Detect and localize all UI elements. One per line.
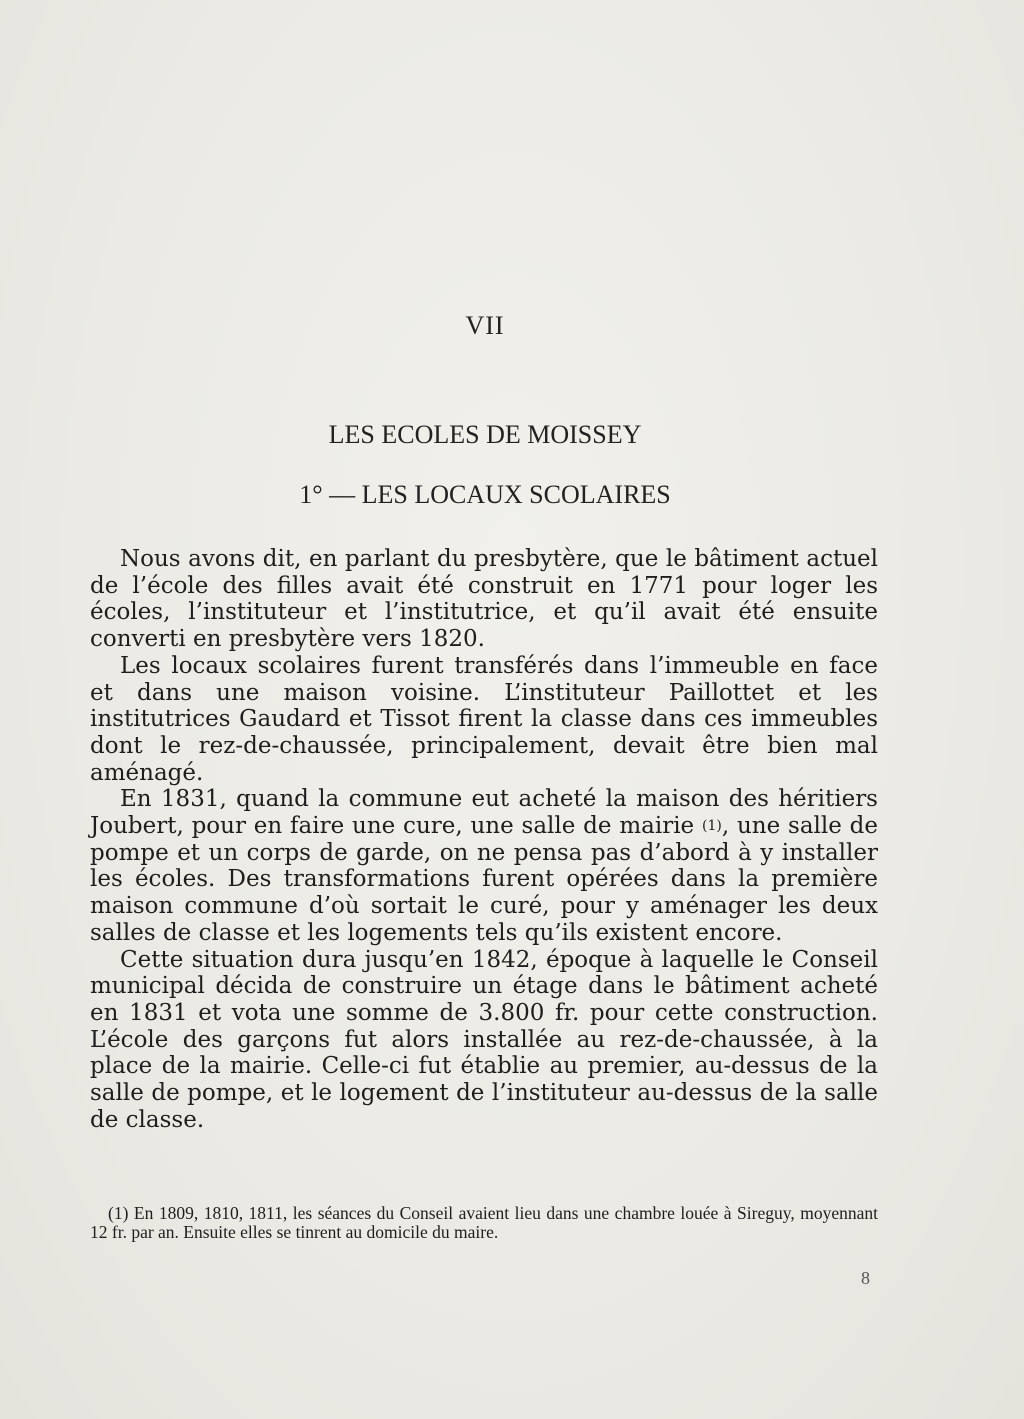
footnote-text: (1) En 1809, 1810, 1811, les séances du Conseil avaient lieu dans une chambre louée à Sireguy, moyennant 12 fr. par an. Ensuite elles se tinrent au domicile du maire. (90, 1203, 878, 1242)
section-subtitle: 1° — LES LOCAUX SCOLAIRES (299, 480, 671, 509)
chapter-number: VII (465, 311, 505, 340)
chapter-title: LES ECOLES DE MOISSEY (328, 420, 642, 449)
footnote (90, 1204, 878, 1242)
paragraph-3-text-after-ref: , une salle de pompe et un corps de garde, on ne pensa pas d’abord à y installer les écoles. Des transformations furent opérées dans la première maison commune d’où sortait le curé, pour y aménager les deux salles de classe et les logements tels qu’ils existent encore. (90, 813, 879, 946)
body-text (90, 546, 878, 1133)
paragraph-3-text-before-ref: En 1831, quand la commune eut acheté la maison des héritiers Joubert, pour en faire une cure, une salle de mairie (90, 786, 878, 840)
footnote-reference: (1) (702, 818, 722, 835)
paragraph-2: Les locaux scolaires furent transférés dans l’immeuble en face et dans une maison voisine. L’instituteur Paillottet et les institutrices Gaudard et Tissot firent la classe dans ces immeubles dont le rez-de-chaussée, principalement, devait être bien mal aménagé. (90, 652, 878, 786)
page-number: 8 (861, 1268, 870, 1288)
paragraph-3 (90, 786, 878, 946)
paragraph-4: Cette situation dura jusqu’en 1842, époque à laquelle le Conseil municipal décida de construire un étage dans le bâtiment acheté en 1831 et vota une somme de 3.800 fr. pour cette construction. L’école des garçons fut alors installée au rez-de-chaussée, à la place de la mairie. Celle-ci fut établie au premier, au-dessus de la salle de pompe, et le logement de l’instituteur au-dessus de la salle de classe. (90, 946, 878, 1133)
paragraph-1: Nous avons dit, en parlant du presbytère, que le bâtiment actuel de l’école des filles avait été construit en 1771 pour loger les écoles, l’instituteur et l’institutrice, et qu’il avait été ensuite converti en presbytère vers 1820. (90, 546, 878, 653)
